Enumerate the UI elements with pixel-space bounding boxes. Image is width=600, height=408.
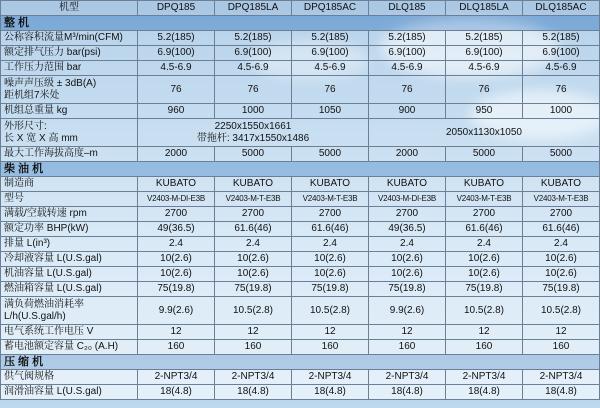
spec-value: 76 [523, 76, 600, 104]
spec-value: 12 [138, 325, 215, 340]
spec-value: 5000 [215, 147, 292, 162]
spec-label: 公称容积流量M³/min(CFM) [1, 31, 138, 46]
spec-value: 75(19.8) [369, 282, 446, 297]
spec-value: 61.6(46) [292, 222, 369, 237]
spec-value: 76 [446, 76, 523, 104]
spec-value: 2.4 [292, 237, 369, 252]
spec-value: 10(2.6) [138, 252, 215, 267]
spec-value: KUBATO [523, 177, 600, 192]
spec-value: KUBATO [292, 177, 369, 192]
model-header: DLQ185AC [523, 1, 600, 16]
spec-label-line: 噪声声压级 ± 3dB(A) [4, 77, 97, 89]
spec-value: 10.5(2.8) [292, 297, 369, 325]
spec-value: 5.2(185) [215, 31, 292, 46]
spec-value: 6.9(100) [215, 46, 292, 61]
spec-value: 49(36.5) [369, 222, 446, 237]
spec-label: 额定功率 BHP(kW) [1, 222, 138, 237]
spec-value: 5.2(185) [292, 31, 369, 46]
model-header: DPQ185AC [292, 1, 369, 16]
section-title: 压 缩 机 [1, 355, 600, 370]
spec-value: 2700 [292, 207, 369, 222]
spec-value: 160 [215, 340, 292, 355]
section-row [1, 355, 600, 370]
spec-value: 2-NPT3/4 [138, 370, 215, 385]
spec-value: 4.5-6.9 [369, 61, 446, 76]
spec-value: 2.4 [369, 237, 446, 252]
spec-value: 160 [523, 340, 600, 355]
spec-row [1, 46, 600, 61]
spec-value: 4.5-6.9 [523, 61, 600, 76]
spec-value: 6.9(100) [369, 46, 446, 61]
spec-value: 5.2(185) [369, 31, 446, 46]
spec-value: 75(19.8) [292, 282, 369, 297]
spec-value: 2700 [369, 207, 446, 222]
spec-label [1, 119, 138, 147]
spec-body [1, 16, 600, 400]
spec-value: 900 [369, 104, 446, 119]
spec-row [1, 267, 600, 282]
spec-value: V2403-M-DI-E3B [138, 192, 215, 207]
spec-value: 75(19.8) [523, 282, 600, 297]
spec-label: 电气系统工作电压 V [1, 325, 138, 340]
spec-label: 最大工作海拔高度–m [1, 147, 138, 162]
spec-value: 960 [138, 104, 215, 119]
spec-value: 10(2.6) [446, 252, 523, 267]
spec-label: 蓄电池额定容量 C₂₀ (A.H) [1, 340, 138, 355]
spec-row [1, 177, 600, 192]
spec-label: 机组总重量 kg [1, 104, 138, 119]
spec-label: 满载/空载转速 rpm [1, 207, 138, 222]
section-title: 柴 油 机 [1, 162, 600, 177]
spec-value: 4.5-6.9 [138, 61, 215, 76]
spec-value: 950 [446, 104, 523, 119]
spec-value: 2000 [138, 147, 215, 162]
spec-label: 额定排气压力 bar(psi) [1, 46, 138, 61]
spec-value: 10(2.6) [138, 267, 215, 282]
spec-row [1, 104, 600, 119]
model-header: DPQ185 [138, 1, 215, 16]
spec-value: 10.5(2.8) [215, 297, 292, 325]
spec-value: 9.9(2.6) [369, 297, 446, 325]
spec-value: V2403-M-T-E3B [523, 192, 600, 207]
spec-value: 2000 [369, 147, 446, 162]
spec-value: 2-NPT3/4 [215, 370, 292, 385]
spec-label: 工作压力范围 bar [1, 61, 138, 76]
section-row [1, 16, 600, 31]
spec-value: 76 [215, 76, 292, 104]
spec-value: 160 [446, 340, 523, 355]
spec-value: 6.9(100) [138, 46, 215, 61]
spec-value: 12 [215, 325, 292, 340]
header-label: 机型 [1, 1, 138, 16]
spec-value: 160 [369, 340, 446, 355]
spec-label: 润滑油容量 L(U.S.gal) [1, 385, 138, 400]
spec-value: 18(4.8) [369, 385, 446, 400]
model-header: DLQ185 [369, 1, 446, 16]
spec-value: 10(2.6) [215, 267, 292, 282]
spec-value: 6.9(100) [292, 46, 369, 61]
spec-value: 9.9(2.6) [138, 297, 215, 325]
dimensions-line: 带拖杆: 3417x1550x1486 [196, 132, 310, 144]
spec-value: 5.2(185) [523, 31, 600, 46]
spec-value: 12 [523, 325, 600, 340]
spec-value: V2403-M-T-E3B [446, 192, 523, 207]
spec-row [1, 119, 600, 147]
spec-value: 61.6(46) [446, 222, 523, 237]
spec-value: 2.4 [215, 237, 292, 252]
spec-value: 6.9(100) [523, 46, 600, 61]
spec-value: 76 [138, 76, 215, 104]
spec-value: 2700 [215, 207, 292, 222]
spec-value: V2403-M-T-E3B [215, 192, 292, 207]
spec-value: 12 [369, 325, 446, 340]
section-row [1, 162, 600, 177]
spec-value: 5000 [292, 147, 369, 162]
spec-value: 2-NPT3/4 [446, 370, 523, 385]
spec-row [1, 76, 600, 104]
spec-value: 76 [369, 76, 446, 104]
spec-value: 12 [446, 325, 523, 340]
spec-value: 12 [292, 325, 369, 340]
spec-row [1, 297, 600, 325]
model-header: DPQ185LA [215, 1, 292, 16]
spec-row [1, 192, 600, 207]
spec-value: 61.6(46) [215, 222, 292, 237]
spec-value: 4.5-6.9 [215, 61, 292, 76]
spec-row [1, 340, 600, 355]
spec-row [1, 61, 600, 76]
spec-value: 49(36.5) [138, 222, 215, 237]
spec-value: 61.6(46) [523, 222, 600, 237]
spec-value: 10(2.6) [523, 267, 600, 282]
spec-value: 160 [292, 340, 369, 355]
dimensions-dlq: 2050x1130x1050 [369, 119, 600, 147]
spec-value: 1000 [523, 104, 600, 119]
spec-row [1, 31, 600, 46]
header-row [1, 1, 600, 16]
spec-label: 供气阀规格 [1, 370, 138, 385]
spec-label [1, 297, 138, 325]
spec-value: 4.5-6.9 [446, 61, 523, 76]
spec-value: 5.2(185) [446, 31, 523, 46]
spec-value: 18(4.8) [523, 385, 600, 400]
spec-label: 燃油箱容量 L(U.S.gal) [1, 282, 138, 297]
spec-value: 160 [138, 340, 215, 355]
spec-value: 2700 [138, 207, 215, 222]
spec-value: 2.4 [446, 237, 523, 252]
spec-value: 10(2.6) [446, 267, 523, 282]
spec-value: 75(19.8) [446, 282, 523, 297]
spec-value: 10(2.6) [292, 252, 369, 267]
spec-label-line: L/h(U.S.gal/h) [4, 310, 66, 322]
spec-value: 2.4 [138, 237, 215, 252]
spec-value: 1050 [292, 104, 369, 119]
spec-label-line: 距机组7米处 [4, 89, 60, 101]
spec-label: 型号 [1, 192, 138, 207]
spec-value: 10(2.6) [523, 252, 600, 267]
spec-label: 冷却液容量 L(U.S.gal) [1, 252, 138, 267]
spec-value: 2700 [523, 207, 600, 222]
spec-row [1, 385, 600, 400]
spec-label [1, 76, 138, 104]
spec-label-line: 长 X 宽 X 高 mm [4, 132, 78, 144]
spec-value: 18(4.8) [292, 385, 369, 400]
spec-label-line: 外形尺寸: [4, 120, 47, 132]
spec-label: 制造商 [1, 177, 138, 192]
spec-row [1, 252, 600, 267]
spec-value: 75(19.8) [215, 282, 292, 297]
spec-value: 18(4.8) [138, 385, 215, 400]
spec-row [1, 237, 600, 252]
spec-label: 排量 L(in³) [1, 237, 138, 252]
model-header: DLQ185LA [446, 1, 523, 16]
spec-value: 76 [292, 76, 369, 104]
spec-value: 10.5(2.8) [446, 297, 523, 325]
spec-value: 10(2.6) [215, 252, 292, 267]
spec-value: 5000 [523, 147, 600, 162]
spec-value: 2-NPT3/4 [523, 370, 600, 385]
spec-value: 4.5-6.9 [292, 61, 369, 76]
spec-value: KUBATO [215, 177, 292, 192]
spec-row [1, 207, 600, 222]
spec-row [1, 222, 600, 237]
spec-value: 2-NPT3/4 [369, 370, 446, 385]
dimensions-dpq [138, 119, 369, 147]
spec-value: 10(2.6) [369, 252, 446, 267]
spec-value: 5000 [446, 147, 523, 162]
spec-value: 6.9(100) [446, 46, 523, 61]
spec-row [1, 370, 600, 385]
dimensions-line: 2250x1550x1661 [214, 120, 292, 132]
spec-value: 1000 [215, 104, 292, 119]
section-title: 整 机 [1, 16, 600, 31]
spec-value: V2403-M-T-E3B [292, 192, 369, 207]
spec-value: 18(4.8) [215, 385, 292, 400]
spec-label: 机油容量 L(U.S.gal) [1, 267, 138, 282]
spec-value: KUBATO [446, 177, 523, 192]
spec-value: KUBATO [138, 177, 215, 192]
spec-value: 10(2.6) [369, 267, 446, 282]
spec-value: 2.4 [523, 237, 600, 252]
spec-value: 5.2(185) [138, 31, 215, 46]
spec-value: 75(19.8) [138, 282, 215, 297]
spec-value: 10.5(2.8) [523, 297, 600, 325]
spec-value: 10(2.6) [292, 267, 369, 282]
spec-row [1, 325, 600, 340]
spec-row [1, 282, 600, 297]
spec-value: 18(4.8) [446, 385, 523, 400]
spec-value: 2-NPT3/4 [292, 370, 369, 385]
spec-value: KUBATO [369, 177, 446, 192]
spec-row [1, 147, 600, 162]
spec-label-line: 满负荷燃油消耗率 [4, 298, 84, 310]
spec-value: 2700 [446, 207, 523, 222]
spec-value: V2403-M-DI-E3B [369, 192, 446, 207]
